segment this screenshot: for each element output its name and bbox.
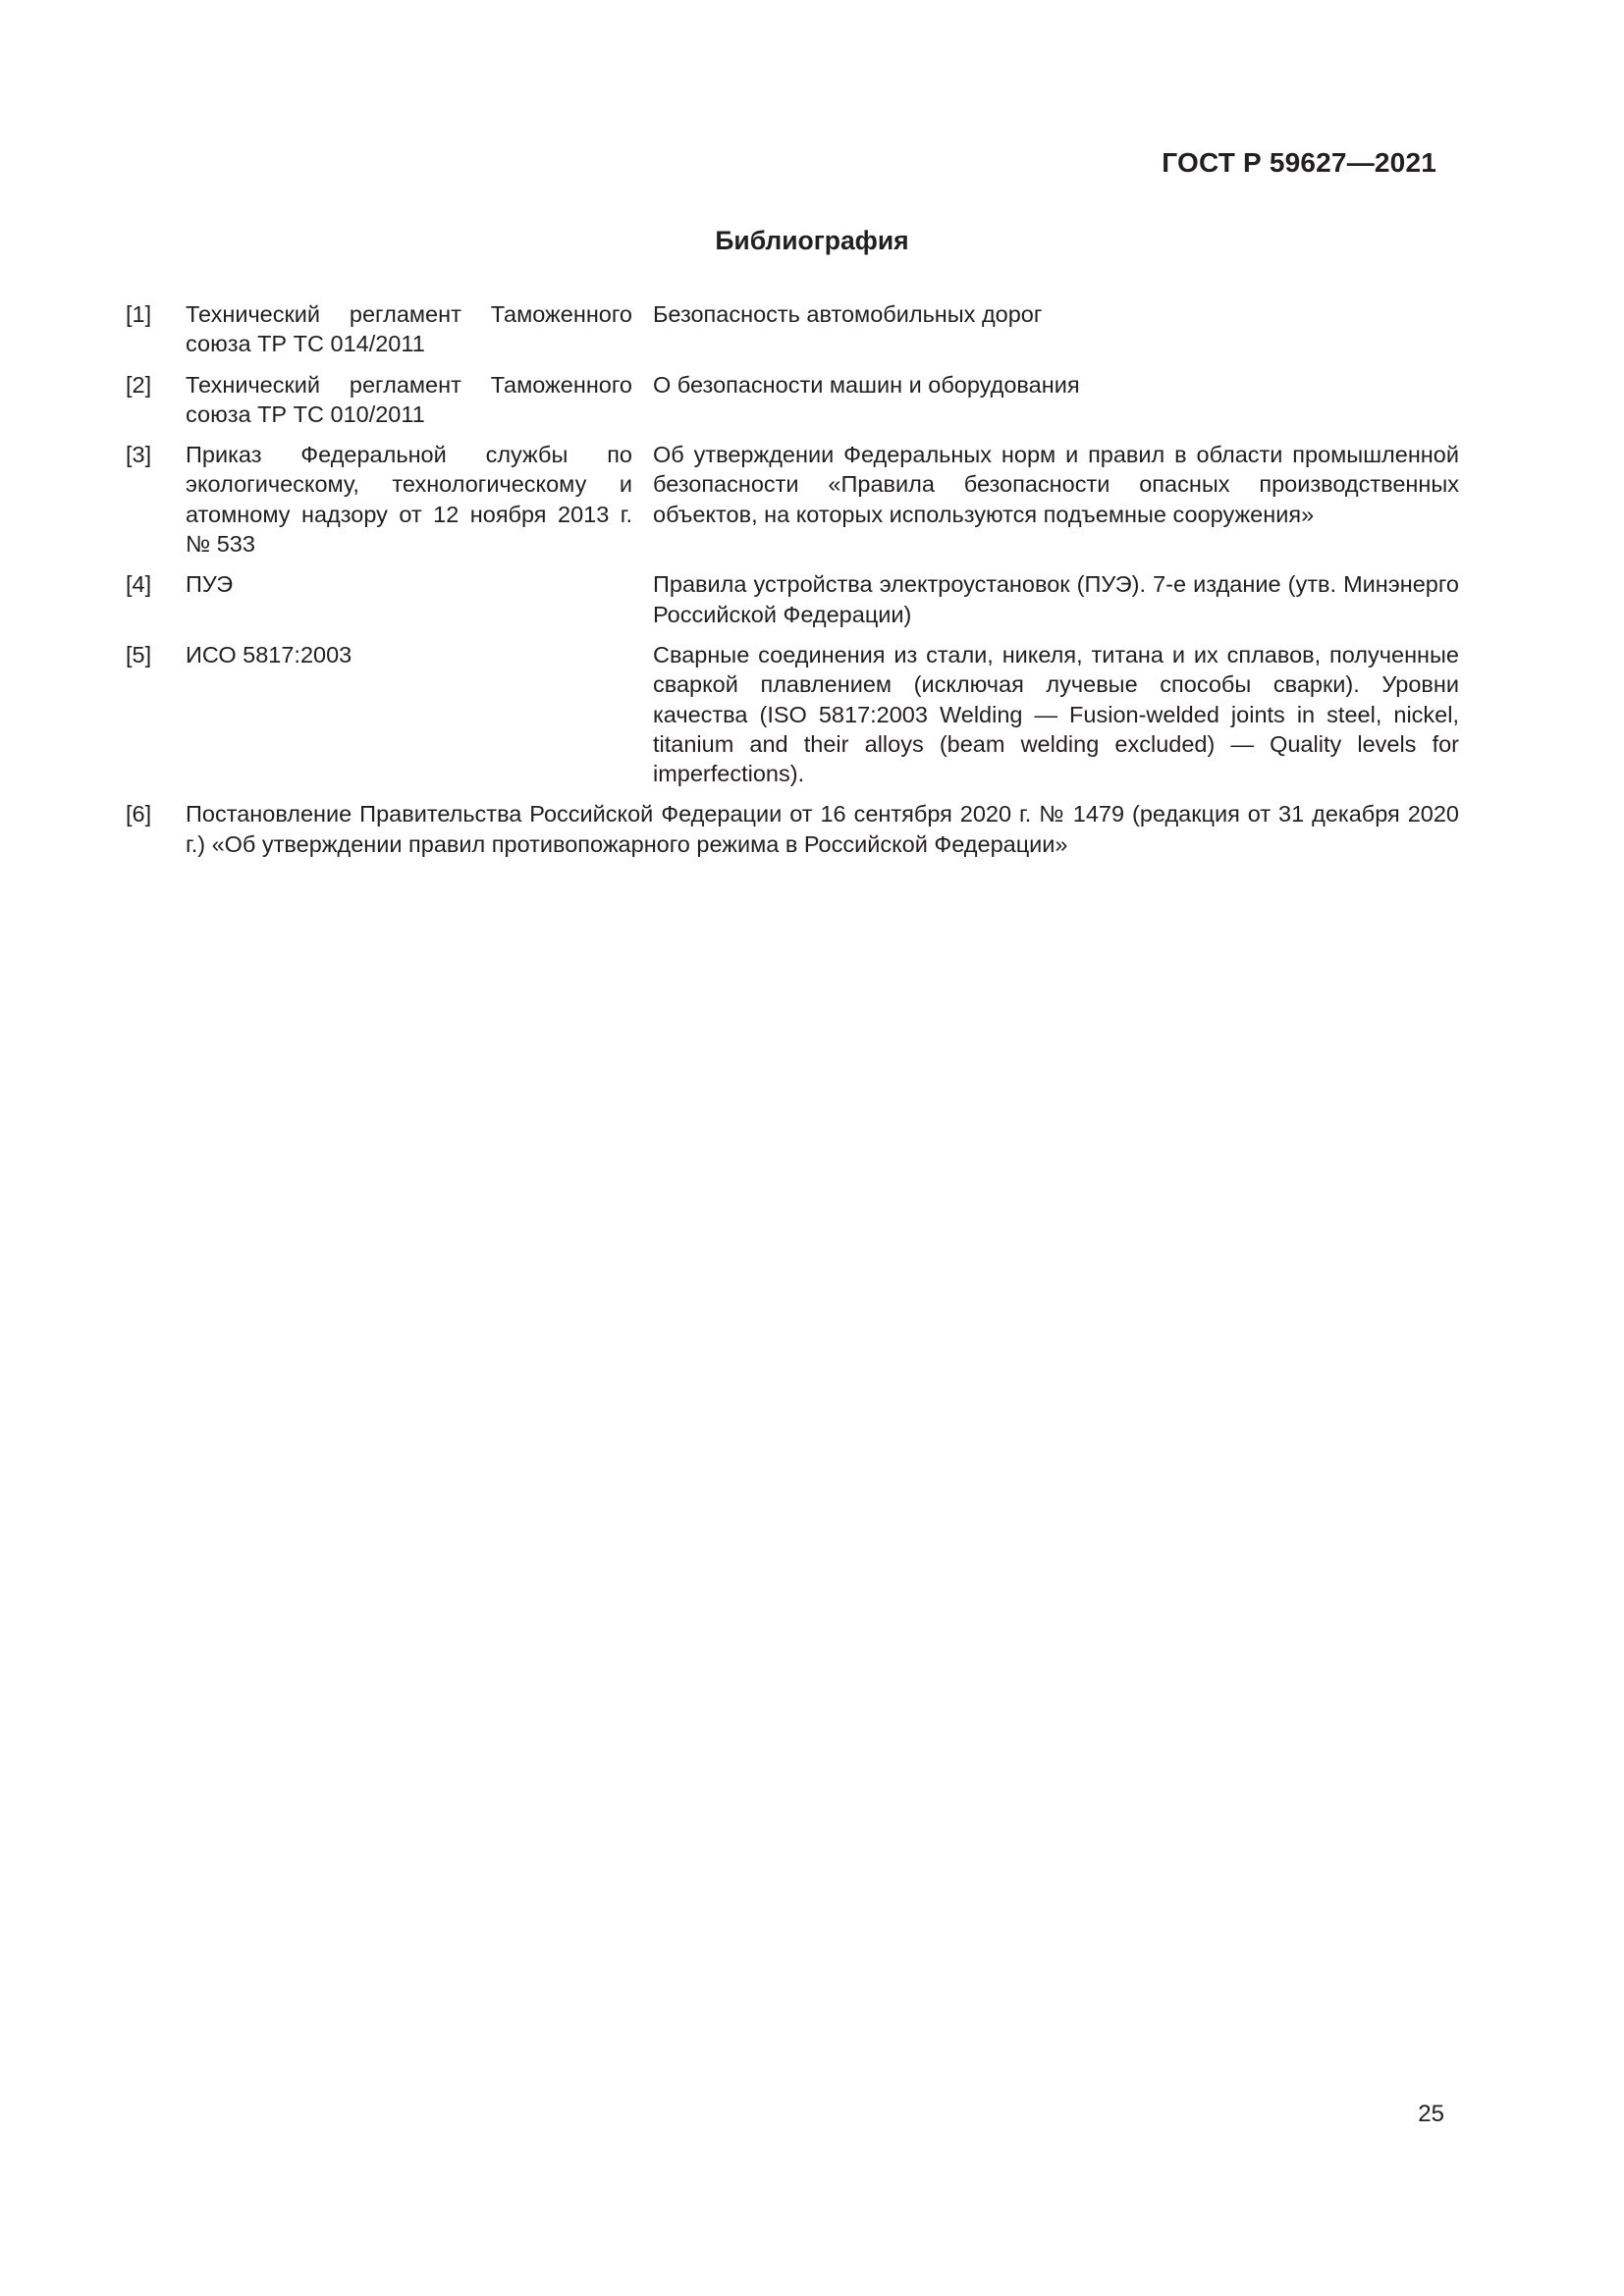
entry-title: Правила устройства электроустановок (ПУЭ). 7-е издание (утв. Минэнерго Российской Федерации) [653, 571, 1459, 627]
bibliography-list [126, 299, 1459, 870]
entry-title: О безопасности машин и оборудования [653, 371, 1080, 398]
bibliography-entry-2 [126, 370, 1438, 430]
entry-number: [4] [126, 571, 152, 598]
bibliography-entry-1 [126, 299, 1438, 359]
entry-number: [5] [126, 641, 152, 667]
bibliography-entry-6 [126, 799, 1459, 859]
bibliography-entry-4 [126, 569, 1459, 629]
entry-title: Сварные соединения из стали, никеля, титана и их сплавов, полученные сваркой плавлением (исключая лучевые способы сварки). Уровни качества (ISO 5817:2003 Welding — Fusion-welded joints in steel, nickel, titanium and their alloys (beam welding excluded) — Quality levels for imperfections). [653, 641, 1459, 787]
entry-title: Об утверждении Федеральных норм и правил в области промышленной безопасности «Правила безопасности опасных производственных объектов, на которых используются подъемные сооружения» [653, 442, 1459, 527]
entry-source: ПУЭ [186, 571, 234, 598]
entry-number: [1] [126, 301, 152, 327]
entry-full-text: Постановление Правительства Российской Федерации от 16 сентября 2020 г. № 1479 (редакция от 31 декабря 2020 г.) «Об утверждении правил противопожарного режима в Российской Федерации» [186, 801, 1459, 857]
entry-source: ИСО 5817:2003 [186, 641, 352, 667]
document-code: ГОСТ Р 59627—2021 [1162, 147, 1436, 178]
entry-number: [6] [126, 801, 152, 828]
bibliography-entry-3 [126, 440, 1459, 559]
entry-number: [3] [126, 442, 152, 468]
entry-source: Технический регламент Таможенного союза ТР ТС 010/2011 [186, 371, 632, 427]
entry-title: Безопасность автомобильных дорог [653, 301, 1043, 327]
page-title: Библиография [715, 226, 909, 255]
page-number: 25 [1418, 2101, 1444, 2127]
entry-source: Технический регламент Таможенного союза ТР ТС 014/2011 [186, 301, 632, 357]
bibliography-entry-5 [126, 640, 1459, 788]
entry-number: [2] [126, 371, 152, 398]
entry-source: Приказ Федеральной службы по экологическому, технологическому и атомному надзору от 12 ноября 2013 г. № 533 [186, 442, 632, 558]
